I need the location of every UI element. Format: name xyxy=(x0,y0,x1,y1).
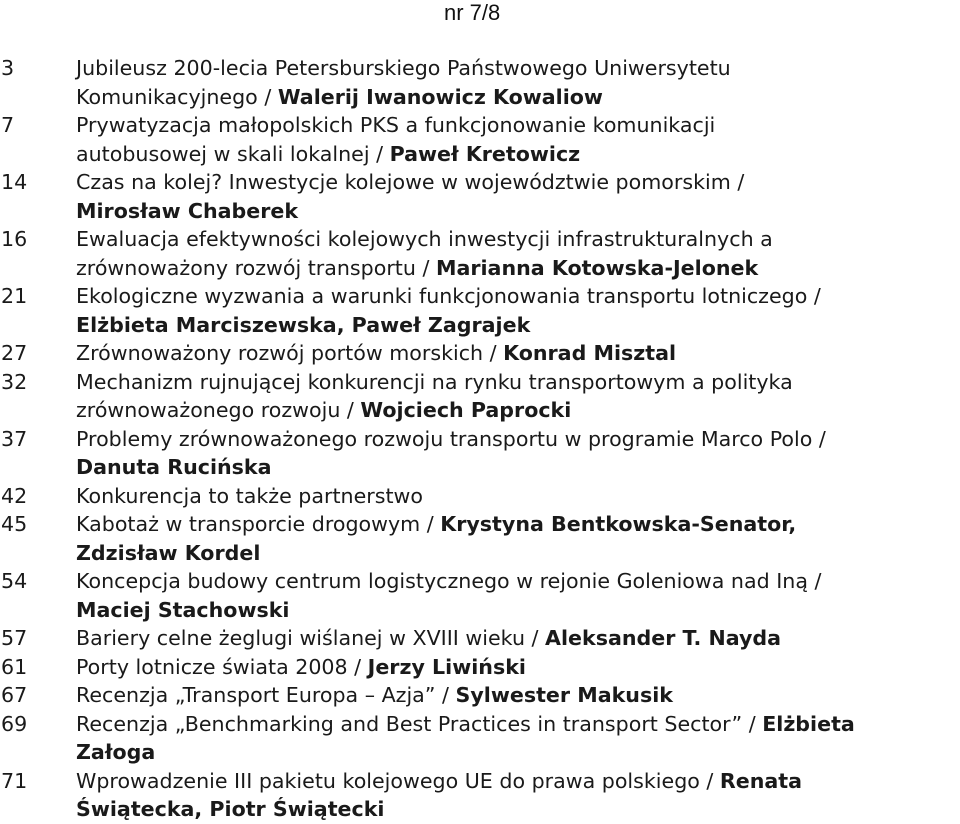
article-title: Prywatyzacja małopolskich PKS a funkcjonowanie komunikacji xyxy=(76,113,716,137)
article-title: Wprowadzenie III pakietu kolejowego UE do prawa polskiego / xyxy=(76,768,720,793)
toc-entry-continuation xyxy=(0,83,960,112)
toc-entry-continuation xyxy=(0,539,960,568)
entry-text xyxy=(76,710,855,739)
toc-entry xyxy=(0,111,960,140)
article-author: Konrad Misztal xyxy=(503,341,677,365)
toc-entry xyxy=(0,339,960,368)
entry-text xyxy=(76,738,155,767)
toc-entry xyxy=(0,425,960,454)
article-author: Renata xyxy=(719,768,803,793)
article-author: Elżbieta xyxy=(762,711,855,736)
article-title: Konkurencja to także partnerstwo xyxy=(76,483,423,508)
entry-text xyxy=(76,425,826,454)
entry-text xyxy=(76,596,289,625)
toc-entry-continuation xyxy=(0,795,960,824)
page-number: 37 xyxy=(1,426,28,451)
toc-entry-continuation xyxy=(0,140,960,169)
toc-entry xyxy=(0,710,960,739)
toc-entry-continuation xyxy=(0,596,960,625)
article-author: Mirosław Chaberek xyxy=(76,198,299,223)
toc-entry-continuation xyxy=(0,254,960,283)
entry-text xyxy=(76,339,676,368)
page-number: 67 xyxy=(1,683,28,707)
page-number: 16 xyxy=(1,227,28,251)
article-title: Ekologiczne wyzwania a warunki funkcjonowania transportu lotniczego / xyxy=(76,284,821,308)
page-number: 32 xyxy=(1,369,28,394)
entry-text xyxy=(76,795,384,824)
toc-entry-continuation xyxy=(0,738,960,767)
toc-entry xyxy=(0,653,960,682)
article-author: Marianna Kotowska-Jelonek xyxy=(435,255,759,280)
article-title: Porty lotnicze świata 2008 / xyxy=(76,654,368,679)
article-author: Danuta Rucińska xyxy=(76,455,272,479)
page-number: 21 xyxy=(1,284,28,308)
article-author: Paweł Kretowicz xyxy=(389,141,581,166)
toc-entry-continuation xyxy=(0,453,960,482)
toc-entry-continuation xyxy=(0,197,960,226)
article-title: Mechanizm rujnującej konkurencji na rynku transportowym a polityka xyxy=(76,369,793,394)
toc-entry xyxy=(0,567,960,596)
entry-text xyxy=(76,482,423,511)
page-number: 71 xyxy=(1,768,28,793)
page-number: 3 xyxy=(1,56,15,80)
page-number: 7 xyxy=(1,113,15,137)
article-title: zrównoważony rozwój transportu / xyxy=(76,255,436,280)
article-title: Recenzja „Transport Europa – Azja” / xyxy=(76,683,456,707)
toc-entry xyxy=(0,282,960,311)
entry-text xyxy=(76,254,758,283)
article-author: Świątecka, Piotr Świątecki xyxy=(76,797,385,821)
article-title: Recenzja „Benchmarking and Best Practices in transport Sector” / xyxy=(76,711,763,736)
article-author: Wojciech Paprocki xyxy=(360,398,572,422)
entry-text xyxy=(76,510,796,539)
page-number: 57 xyxy=(1,626,28,650)
article-title: Kabotaż w transporcie drogowym / xyxy=(76,512,441,536)
article-author: Krystyna Bentkowska-Senator, xyxy=(440,512,797,536)
page-number: 61 xyxy=(1,654,28,679)
toc-entry xyxy=(0,54,960,83)
page-number: 14 xyxy=(1,170,28,194)
entry-text xyxy=(76,681,673,710)
toc-entry xyxy=(0,681,960,710)
article-title: zrównoważonego rozwoju / xyxy=(76,398,361,422)
article-title: Bariery celne żeglugi wiślanej w XVIII wieku / xyxy=(76,626,546,650)
toc-entry xyxy=(0,624,960,653)
table-of-contents xyxy=(0,54,960,824)
toc-entry xyxy=(0,482,960,511)
page-number: 69 xyxy=(1,711,28,736)
entry-text xyxy=(76,83,603,112)
article-author: Maciej Stachowski xyxy=(76,597,290,622)
article-author: Jerzy Liwiński xyxy=(367,654,526,679)
entry-text xyxy=(76,653,526,682)
toc-entry xyxy=(0,767,960,796)
entry-text xyxy=(76,368,793,397)
entry-text xyxy=(76,197,298,226)
article-title: Ewaluacja efektywności kolejowych inwestycji infrastrukturalnych a xyxy=(76,227,773,251)
entry-text xyxy=(76,396,571,425)
page-number: 27 xyxy=(1,341,28,365)
entry-text xyxy=(76,539,260,568)
page-number: 42 xyxy=(1,483,28,508)
entry-text xyxy=(76,168,744,197)
entry-text xyxy=(76,567,821,596)
article-title: Czas na kolej? Inwestycje kolejowe w województwie pomorskim / xyxy=(76,170,745,194)
article-title: Komunikacyjnego / xyxy=(76,84,278,109)
entry-text xyxy=(76,225,773,254)
article-author: Zdzisław Kordel xyxy=(76,540,261,565)
toc-entry-continuation xyxy=(0,311,960,340)
toc-entry-continuation xyxy=(0,396,960,425)
entry-text xyxy=(76,453,272,482)
toc-entry xyxy=(0,510,960,539)
toc-entry xyxy=(0,368,960,397)
article-author: Elżbieta Marciszewska, Paweł Zagrajek xyxy=(76,312,531,337)
entry-text xyxy=(76,111,715,140)
article-title: Zrównoważony rozwój portów morskich / xyxy=(76,341,504,365)
toc-entry xyxy=(0,168,960,197)
entry-text xyxy=(76,140,580,169)
page-number: 45 xyxy=(1,512,28,536)
article-author: Aleksander T. Nayda xyxy=(545,626,782,650)
article-author: Walerij Iwanowicz Kowaliow xyxy=(277,84,603,109)
entry-text xyxy=(76,282,821,311)
toc-entry xyxy=(0,225,960,254)
issue-number: nr 7/8 xyxy=(444,0,501,25)
entry-text xyxy=(76,311,530,340)
article-author: Sylwester Makusik xyxy=(455,683,673,707)
page-number: 54 xyxy=(1,569,28,593)
article-title: Problemy zrównoważonego rozwoju transportu w programie Marco Polo / xyxy=(76,426,826,451)
article-title: autobusowej w skali lokalnej / xyxy=(76,141,390,166)
entry-text xyxy=(76,624,781,653)
article-author: Załoga xyxy=(76,740,156,764)
entry-text xyxy=(76,54,731,83)
article-title: Jubileusz 200-lecia Petersburskiego Państwowego Uniwersytetu xyxy=(76,56,731,80)
entry-text xyxy=(76,767,802,796)
article-title: Koncepcja budowy centrum logistycznego w rejonie Goleniowa nad Iną / xyxy=(76,569,822,593)
